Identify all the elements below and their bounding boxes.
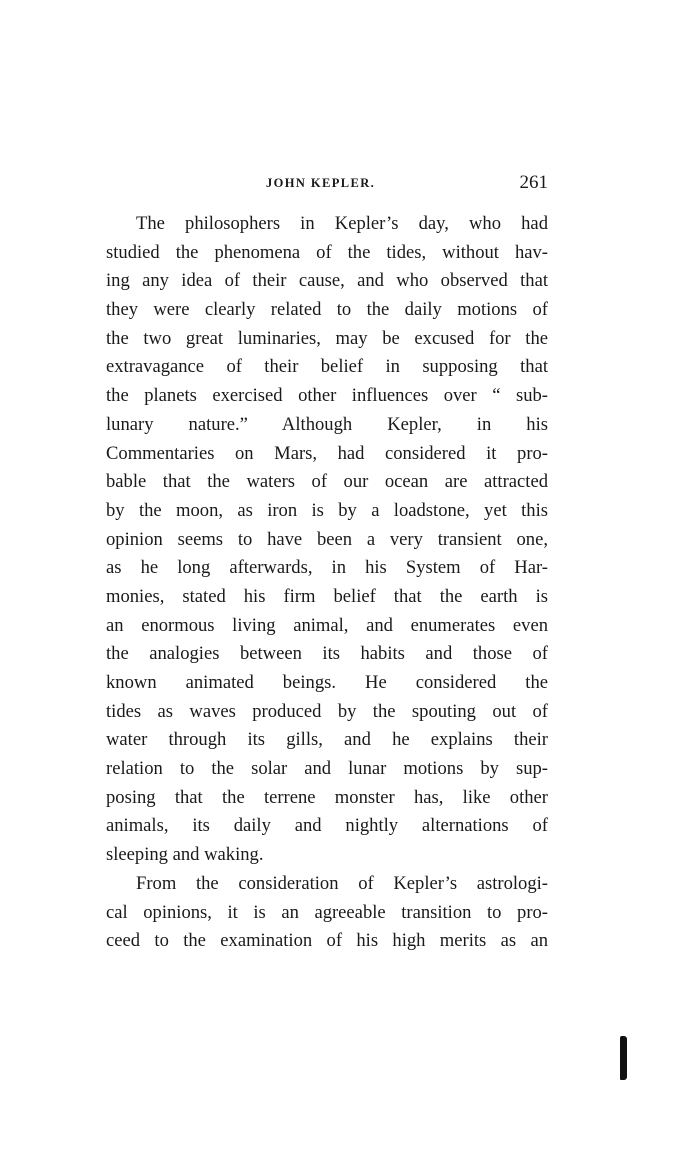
body-text [106, 210, 548, 956]
text-line: sleeping and waking. [106, 844, 264, 866]
paragraph-1 [106, 210, 548, 870]
text-line: cal opinions, it is an agreeable transition to pro- [106, 901, 548, 923]
paragraph-2 [106, 870, 548, 956]
text-line: as he long afterwards, in his System of Har- [106, 557, 548, 579]
text-line: studied the phenomena of the tides, without hav- [106, 241, 548, 263]
text-line: Commentaries on Mars, had considered it pro- [106, 442, 548, 464]
text-line: ceed to the examination of his high merits as an [106, 930, 548, 952]
text-line: water through its gills, and he explains their [106, 729, 548, 751]
text-line: The philosophers in Kepler’s day, who had [136, 213, 548, 234]
text-line: known animated beings. He considered the [106, 672, 548, 693]
text-line: they were clearly related to the daily motions of [106, 299, 548, 321]
text-line: extravagance of their belief in supposing that [106, 356, 548, 378]
running-head [106, 172, 548, 196]
running-head-title: JOHN KEPLER. [266, 176, 376, 190]
text-line: opinion seems to have been a very transient one, [106, 528, 548, 550]
text-line: tides as waves produced by the spouting out of [106, 700, 548, 722]
text-line: an enormous living animal, and enumerates even [106, 614, 548, 636]
text-line: posing that the terrene monster has, like other [106, 786, 548, 808]
text-line: animals, its daily and nightly alternations of [106, 815, 548, 837]
text-line: From the consideration of Kepler’s astrologi- [136, 872, 548, 894]
page-number: 261 [519, 172, 548, 193]
text-line: relation to the solar and lunar motions by sup- [106, 758, 548, 780]
text-line: lunary nature.” Although Kepler, in his [106, 413, 548, 435]
text-line: the two great luminaries, may be excused for the [106, 327, 548, 349]
text-line: by the moon, as iron is by a loadstone, yet this [106, 499, 548, 521]
text-line: monies, stated his firm belief that the earth is [106, 585, 548, 607]
text-line: the analogies between its habits and those of [106, 643, 548, 665]
text-line: ing any idea of their cause, and who observed that [106, 270, 548, 292]
text-line: the planets exercised other influences over “ sub- [106, 385, 548, 407]
page-edge-mark [620, 1036, 627, 1080]
text-line: bable that the waters of our ocean are attracted [106, 471, 548, 493]
